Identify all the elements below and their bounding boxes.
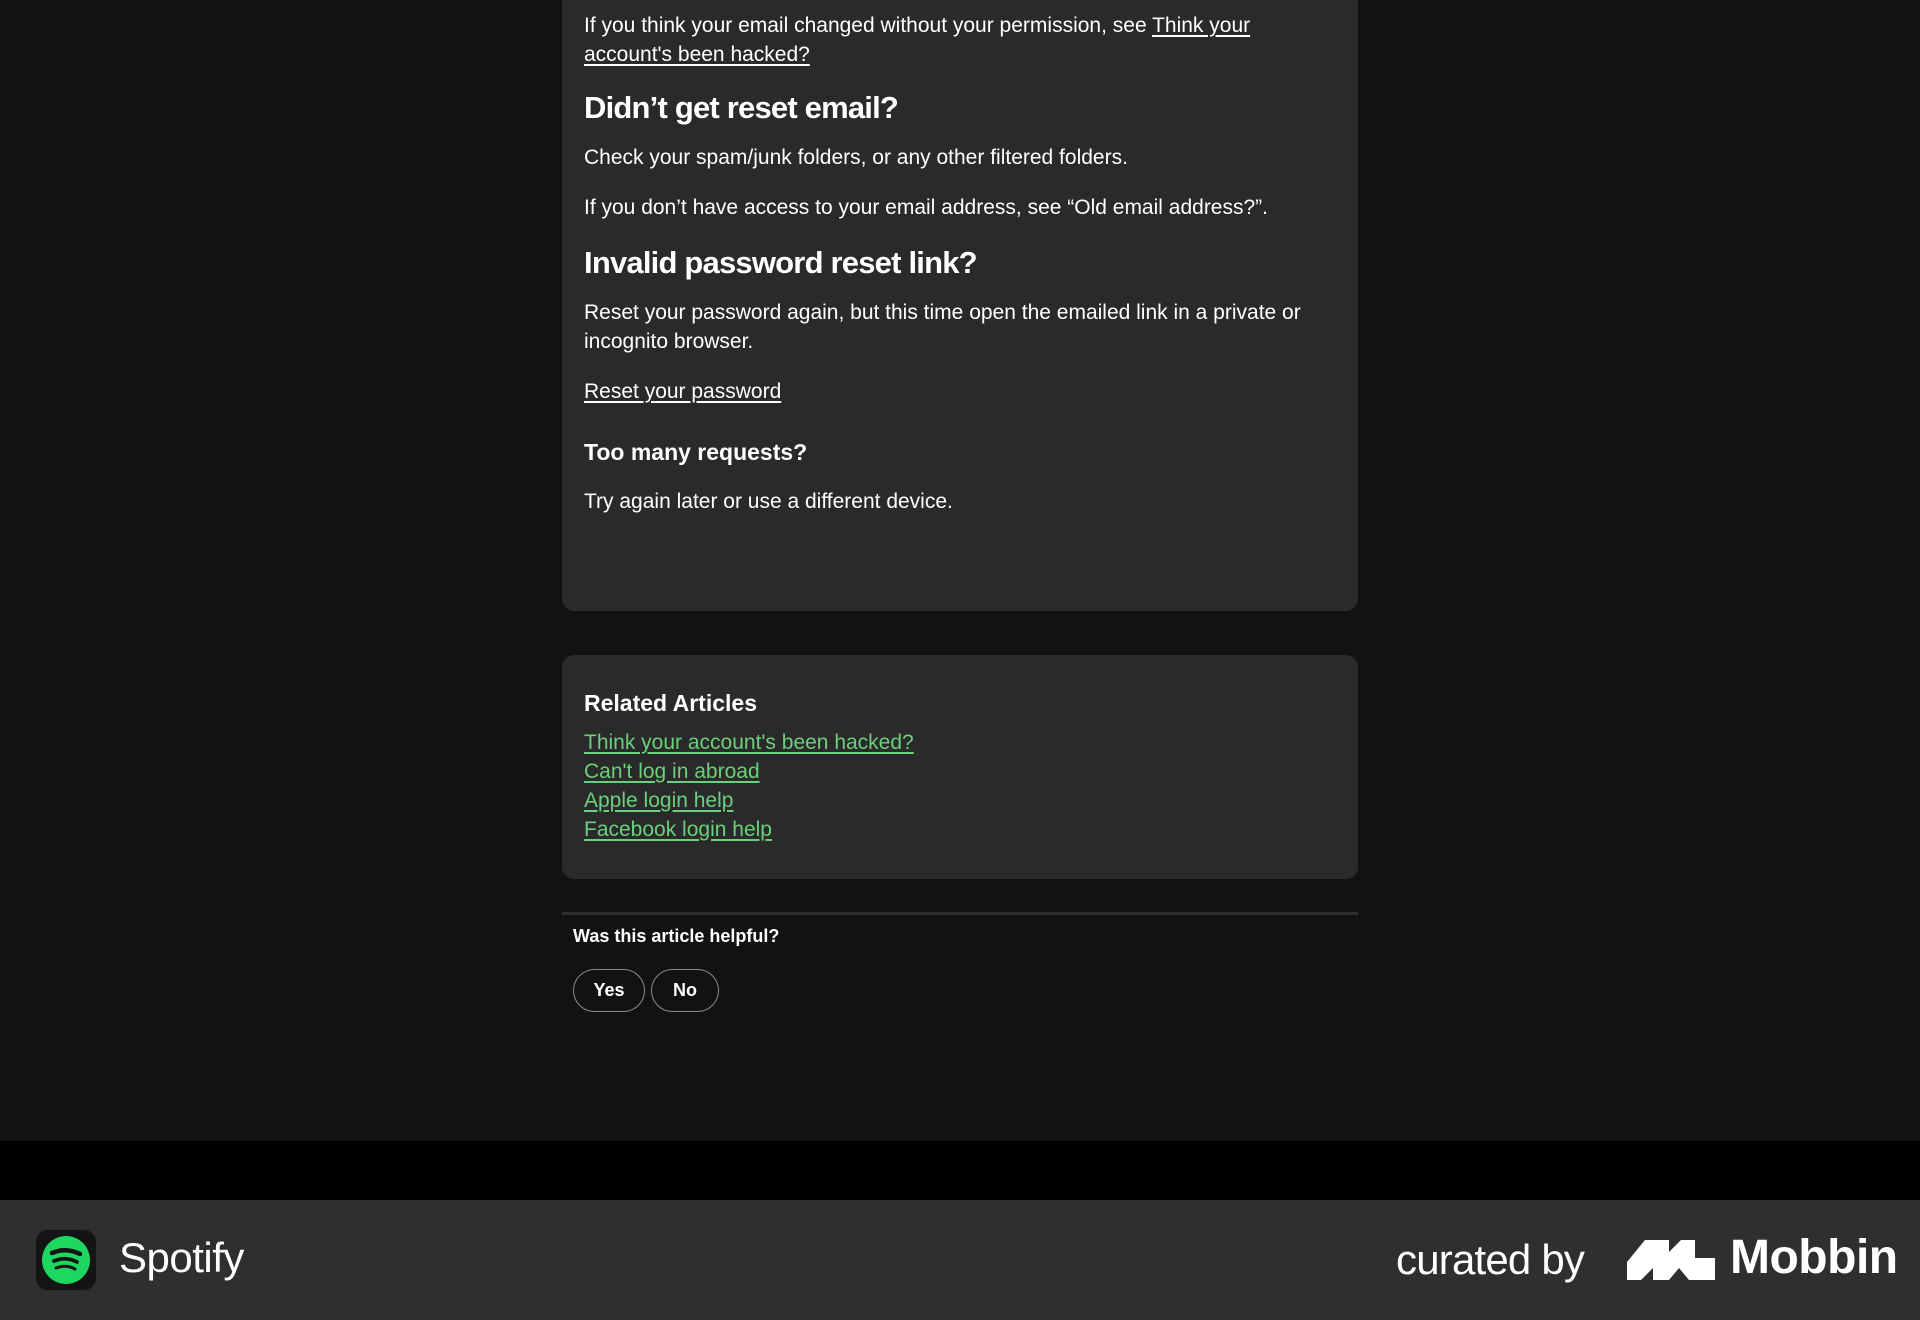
reset-password-link[interactable]: Reset your password — [584, 380, 782, 403]
app-name: Spotify — [119, 1234, 244, 1281]
paragraph-no-email-access: If you don’t have access to your email address, see “Old email address?”. — [584, 196, 1268, 219]
mobbin-footer — [0, 1200, 1920, 1320]
curated-by-label: curated by — [1396, 1236, 1585, 1283]
paragraph-check-spam: Check your spam/junk folders, or any other filtered folders. — [584, 146, 1128, 169]
feedback-yes-button[interactable]: Yes — [573, 969, 645, 1012]
feedback-question: Was this article helpful? — [573, 926, 780, 946]
related-articles-card — [562, 655, 1358, 879]
mobbin-brand-name: Mobbin — [1730, 1231, 1898, 1284]
heading-too-many-requests: Too many requests? — [584, 439, 808, 465]
article-card — [562, 0, 1358, 611]
heading-invalid-link: Invalid password reset link? — [584, 245, 977, 280]
paragraph-reset-again: Reset your password again, but this time open the emailed link in a private or incognito browser. — [584, 301, 1301, 353]
reset-link-paragraph — [584, 377, 1336, 406]
related-articles-title: Related Articles — [584, 690, 757, 716]
intro-paragraph — [584, 11, 1336, 69]
article-body — [584, 11, 1336, 516]
intro-text: If you think your email changed without your permission, see — [584, 14, 1153, 37]
spotify-logo-icon — [36, 1230, 96, 1290]
feedback-no-button[interactable]: No — [651, 969, 719, 1012]
related-articles-list — [584, 728, 1336, 844]
mobbin-logo-icon — [1627, 1240, 1715, 1280]
related-link-facebook[interactable]: Facebook login help — [584, 818, 772, 841]
feedback-divider — [562, 912, 1358, 915]
related-link-hacked[interactable]: Think your account's been hacked? — [584, 731, 914, 754]
hacked-account-link[interactable]: Think your account's been hacked? — [584, 14, 1251, 66]
footer-separator-band — [0, 1141, 1920, 1200]
paragraph-try-again: Try again later or use a different device. — [584, 490, 953, 513]
related-link-abroad[interactable]: Can't log in abroad — [584, 760, 760, 783]
heading-no-reset-email: Didn’t get reset email? — [584, 90, 899, 125]
related-link-apple[interactable]: Apple login help — [584, 789, 734, 812]
